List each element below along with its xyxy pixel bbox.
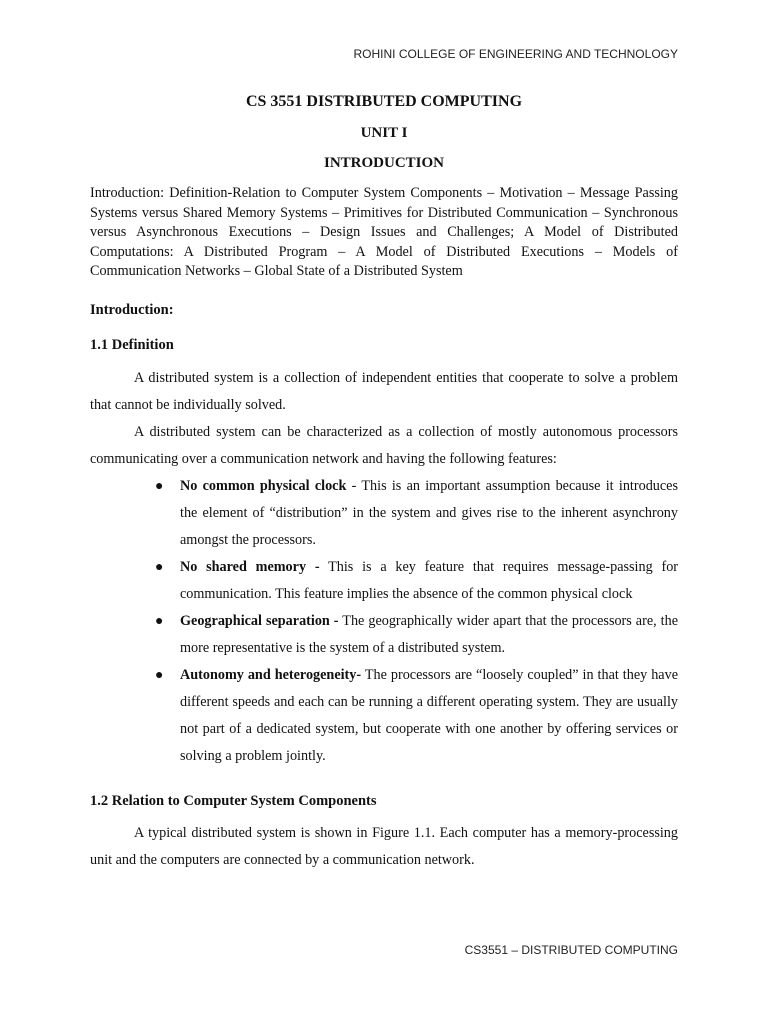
list-item bbox=[155, 608, 678, 662]
bullet-icon: ● bbox=[155, 614, 164, 629]
bullet-icon: ● bbox=[155, 560, 164, 575]
bullet-icon: ● bbox=[155, 668, 164, 683]
bullet-text: The processors are “loosely coupled” in that they have different speeds and each can be running a different operating system. They are usually not part of a dedicated system, but cooperate with one another by offering services or solving a problem jointly. bbox=[180, 667, 678, 764]
course-title: CS 3551 DISTRIBUTED COMPUTING bbox=[245, 93, 523, 110]
syllabus-abstract: Introduction: Definition-Relation to Computer System Components – Motivation – Message Passing Systems versus Shared Memory Systems – Primitives for Distributed Communication – Synchronous versus Asynchronous Executions – Design Issues and Challenges; A Model of Distributed Computations: A Distributed Program – A Model of Distributed Executions – Models of Communication Networks – Global State of a Distributed System bbox=[90, 185, 678, 279]
heading-introduction: Introduction: bbox=[90, 302, 174, 318]
definition-paragraph-1: A distributed system is a collection of independent entities that cooperate to solve a problem that cannot be individually solved. bbox=[90, 370, 678, 413]
unit-title: UNIT I bbox=[360, 125, 408, 141]
bullet-term: Autonomy and heterogeneity- bbox=[180, 667, 362, 683]
page-header: ROHINI COLLEGE OF ENGINEERING AND TECHNOLOGY bbox=[353, 47, 678, 61]
list-item bbox=[155, 473, 678, 554]
bullet-text: This is a key feature that requires message-passing for communication. This feature implies the absence of the common physical clock bbox=[180, 559, 679, 602]
relation-paragraph-1: A typical distributed system is shown in Figure 1.1. Each computer has a memory-processing unit and the computers are connected by a communication network. bbox=[90, 825, 678, 868]
bullet-icon: ● bbox=[155, 479, 164, 494]
bullet-text: - This is an important assumption because it introduces the element of “distribution” in the system and gives rise to the inherent asynchrony amongst the processors. bbox=[180, 478, 678, 548]
topic-title: INTRODUCTION bbox=[323, 155, 444, 171]
bullet-term: No shared memory - bbox=[180, 559, 320, 575]
bullet-term: Geographical separation - bbox=[180, 613, 339, 629]
definition-paragraph-2: A distributed system can be characterized as a collection of mostly autonomous processors communicating over a communication network and having the following features: bbox=[90, 424, 678, 467]
list-item bbox=[155, 662, 678, 770]
heading-definition: 1.1 Definition bbox=[90, 337, 174, 353]
heading-relation: 1.2 Relation to Computer System Components bbox=[90, 793, 377, 809]
list-item bbox=[155, 554, 678, 608]
page-footer: CS3551 – DISTRIBUTED COMPUTING bbox=[464, 943, 678, 957]
features-list bbox=[155, 473, 678, 770]
bullet-term: No common physical clock bbox=[180, 478, 347, 494]
bullet-text: The geographically wider apart that the processors are, the more representative is the system of a distributed system. bbox=[180, 613, 678, 656]
